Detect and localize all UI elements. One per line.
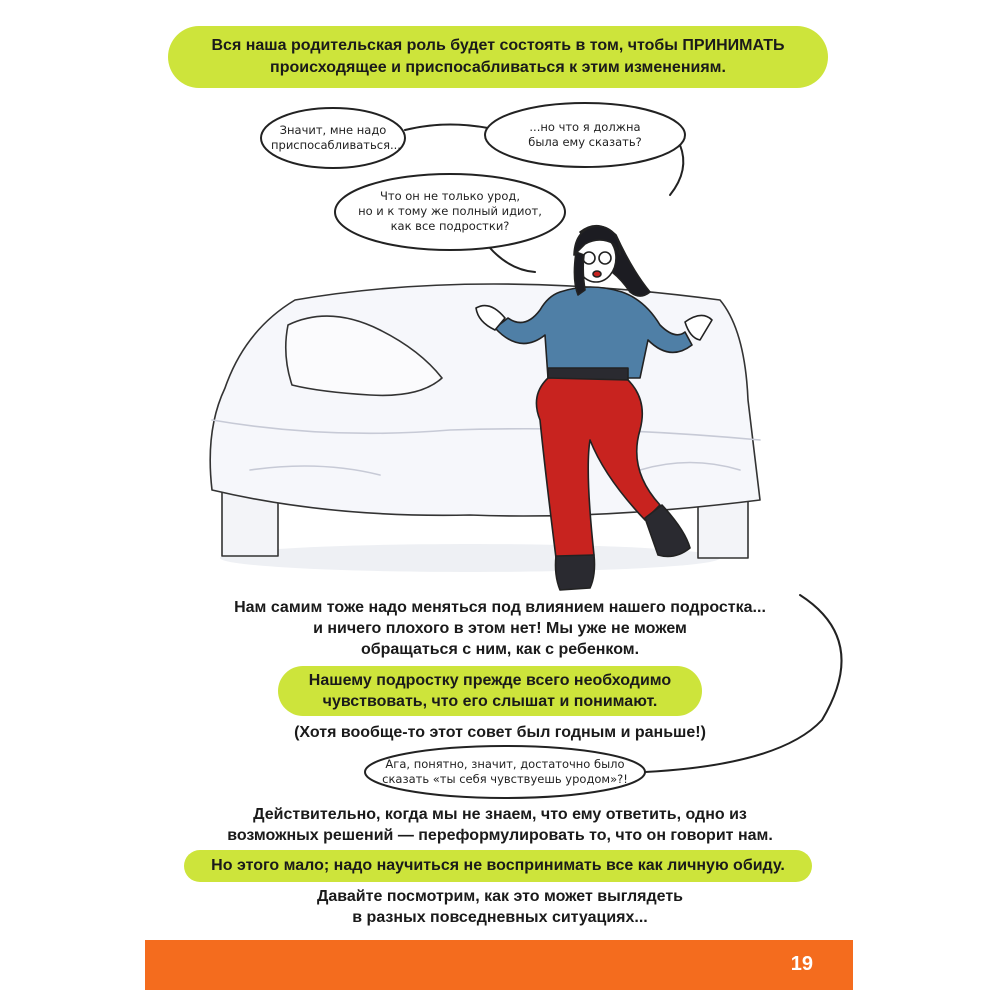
paragraph-4: [230, 886, 770, 928]
bubble-2-text: [515, 120, 655, 150]
bubble-3-line-1: Что он не только урод,: [380, 189, 520, 203]
paragraph-2: [230, 722, 770, 743]
intro-line-1: Вся наша родительская роль будет состоять в том, чтобы ПРИНИМАТЬ: [211, 37, 785, 54]
key-point-highlight: [278, 666, 702, 716]
paragraph-1-line-3: обращаться с ним, как с ребенком.: [360, 641, 640, 658]
paragraph-4-line-2: в разных повседневных ситуациях...: [352, 909, 648, 926]
bubble-2-line-2: была ему сказать?: [528, 135, 642, 149]
bubble-4-text: [375, 757, 635, 787]
bubble-connector: [405, 124, 488, 130]
paragraph-1-line-2: и ничего плохого в этом нет! Мы уже не можем: [313, 620, 687, 637]
bubble-2-line-1: ...но что я должна: [529, 120, 641, 134]
paragraph-3-line-1: Действительно, когда мы не знаем, что ему ответить, одно из: [253, 806, 747, 823]
paragraph-4-line-1: Давайте посмотрим, как это может выглядеть: [316, 888, 684, 905]
bubble-1-line-2: приспосабливаться...: [271, 138, 401, 152]
bubble-1-line-1: Значит, мне надо: [279, 123, 387, 137]
key-point-line-2: чувствовать, что его слышат и понимают.: [322, 693, 658, 710]
bubble-3-line-2: но и к тому же полный идиот,: [358, 204, 542, 218]
paragraph-3-line-2: возможных решений — переформулировать то, что он говорит нам.: [227, 827, 773, 844]
paragraph-1-line-1: Нам самим тоже надо меняться под влиянием нашего подростка...: [234, 599, 766, 616]
bubble-3-text: [345, 189, 555, 234]
paragraph-2-line: (Хотя вообще-то этот совет был годным и раньше!): [294, 724, 706, 741]
key-point-line-1: Нашему подростку прежде всего необходимо: [308, 672, 672, 689]
intro-line-2: происходящее и приспосабливаться к этим изменениям.: [270, 59, 726, 76]
bubble-tail-2: [670, 145, 683, 195]
bubble-4-line-2: сказать «ты себя чувствуешь уродом»?!: [382, 772, 628, 786]
bubble-tail-3: [490, 248, 535, 272]
paragraph-3: [180, 804, 820, 846]
bubble-3-line-3: как все подростки?: [390, 219, 510, 233]
footer-bar: [145, 940, 853, 990]
bubble-1-text: [271, 123, 401, 153]
page-number: 19: [790, 953, 813, 975]
summary-highlight: [184, 850, 812, 882]
paragraph-1: [180, 597, 820, 660]
summary-line: Но этого мало; надо научиться не воспринимать все как личную обиду.: [211, 857, 785, 874]
bubble-4-line-1: Ага, понятно, значит, достаточно было: [385, 757, 625, 771]
